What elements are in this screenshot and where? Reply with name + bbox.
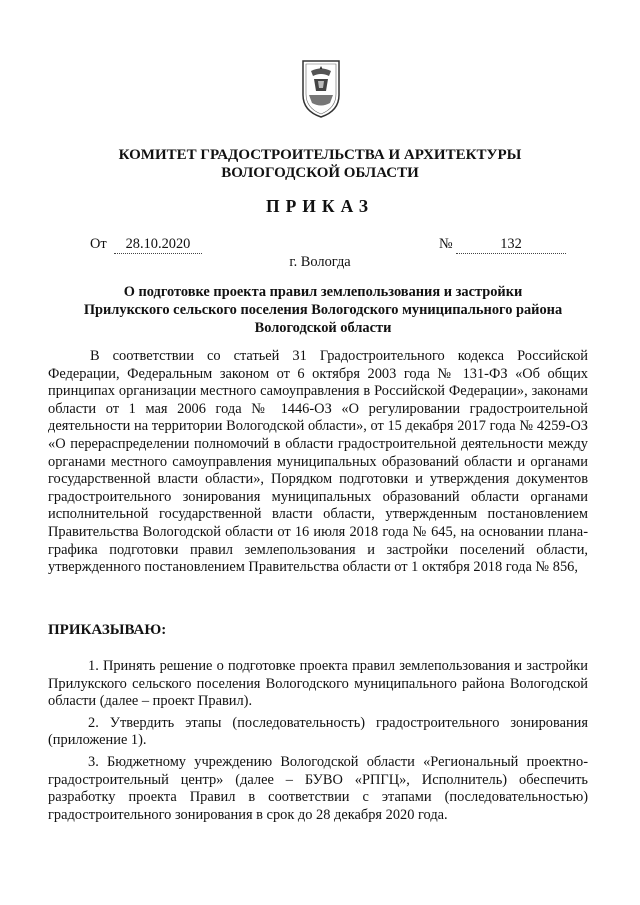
order-date: 28.10.2020 (114, 236, 202, 254)
order-number: 132 (456, 236, 566, 254)
subject-line-2: Прилукского сельского поселения Вологодского муниципального района (83, 302, 563, 318)
coat-of-arms-icon (297, 57, 345, 119)
org-line-2: ВОЛОГОДСКОЙ ОБЛАСТИ (221, 165, 419, 181)
order-subject (60, 283, 586, 337)
document-type: ПРИКАЗ (265, 196, 375, 216)
decree-word: ПРИКАЗЫВАЮ: (48, 622, 167, 638)
date-prefix: От (90, 236, 107, 252)
subject-line-3: Вологодской области (254, 320, 392, 336)
order-items (48, 658, 588, 828)
order-item-2: 2. Утвердить этапы (последовательность) градостроительного зонирования (приложение 1). (48, 714, 588, 749)
subject-line-1: О подготовке проекта правил землепользования и застройки (123, 284, 523, 300)
order-item-3: 3. Бюджетному учреждению Вологодской области «Региональный проектно-градостроительный центр» (далее – БУВО «РПГЦ», Исполнитель) обеспечить разработку проекта Правил в соответствии с этапами (последовательностью) градостроительного зонирования в срок до 28 декабря 2020 года. (48, 753, 588, 823)
organization-name (60, 146, 580, 182)
order-item-1: 1. Принять решение о подготовке проекта правил землепользования и застройки Прилукского сельского поселения Вологодского муниципального района Вологодской области (далее – проект Правил). (48, 658, 588, 710)
city: г. Вологда (289, 254, 351, 270)
number-prefix: № (439, 236, 453, 252)
preamble-paragraph: В соответствии со статьей 31 Градостроительного кодекса Российской Федерации, Федеральным законом от 6 октября 2003 года № 131-ФЗ «Об общих принципах организации местного самоуправления в Российской Федерации», законами области от 1 мая 2006 года № 1446-ОЗ «О регулировании градостроительной деятельности на территории Вологодской области», от 15 декабря 2017 года № 4259-ОЗ «О перераспределении полномочий в области градостроительной деятельности между органами местного самоуправления муниципальных образований области и органами государственной власти области», Порядком подготовки и утверждения документов градостроительного зонирования муниципальных образований области органами исполнительной государственной власти области, утвержденным постановлением Правительства Вологодской области от 16 июля 2018 года № 645, на основании плана-графика подготовки правил землепользования и застройки поселений области, утвержденного постановлением Правительства области от 1 октября 2018 года № 856, (48, 348, 588, 576)
org-line-1: КОМИТЕТ ГРАДОСТРОИТЕЛЬСТВА И АРХИТЕКТУРЫ (118, 147, 522, 163)
